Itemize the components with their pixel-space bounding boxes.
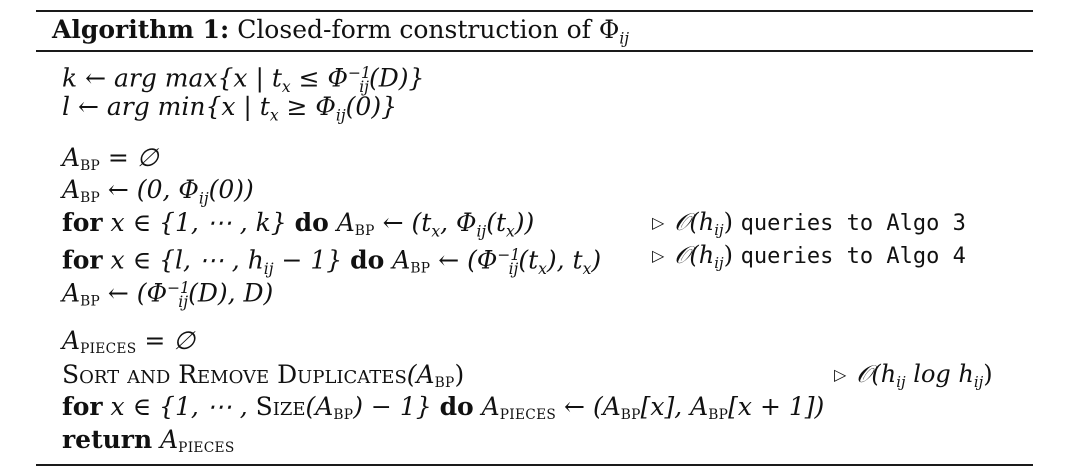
algo-line-2 [62,91,397,131]
l5-sub-x2: x [506,222,515,241]
l10-d: ) − 1} [353,392,440,421]
l7-b: ← (Φ [99,278,168,308]
l5-a: x ∈ {1, ⋯ , k} [102,208,295,237]
l6-sub-ij2: ij [508,259,519,278]
l6-h: (t [518,245,539,275]
l10-sc1: BP [333,407,354,424]
l10-f: ← (A [556,392,621,421]
l3-a: A [62,143,81,172]
c9-a: 𝒪(h [856,360,897,388]
l6-j: ), t [546,245,583,275]
l1-sub-ij: ij [359,77,369,96]
l7-a: A [62,278,81,308]
c9-c: log h [905,360,974,388]
c6-text: queries to Algo 4 [740,244,966,269]
l6-do-keyword: do [350,245,385,275]
l7-e: (D), D) [188,278,274,308]
l6-a: x ∈ {l, ⋯ , h [102,245,264,275]
l6-sub-x1: x [538,259,547,278]
line-6-comment [652,240,966,279]
c9-e: ) [983,360,993,388]
comment-triangle-icon: ▷ [652,213,665,232]
l7-sc: BP [80,293,100,310]
l7-sub-ij: ij [178,292,189,311]
caption-rule [36,50,1033,52]
l10-g: [x], A [640,392,709,421]
l2-sub-x: x [269,106,279,125]
l8-b: = ∅ [136,326,196,355]
l11-a: A [152,425,179,454]
l5-b: A [328,208,355,237]
l2-a: l ← arg min{x | t [62,92,270,121]
c5-sub: ij [714,221,724,240]
l4-sub-ij: ij [198,189,209,208]
l10-sc2: PIECES [499,407,557,424]
l6-sub-ij1: ij [263,259,274,278]
l5-do-keyword: do [294,208,329,237]
algo-line-7 [62,273,273,318]
l6-e: ← (Φ [430,245,498,275]
comment-triangle-icon: ▷ [652,246,665,265]
c6-sub: ij [714,254,724,273]
line-9-comment [834,359,993,398]
l1-c: ≤ Φ [290,63,348,93]
l10-do-keyword: do [439,392,474,421]
l9-procedure-name: Sort and Remove Duplicates [62,360,407,389]
l7-sup-inv: −1 [167,279,190,297]
l2-f: (0)} [345,92,397,121]
l1-sup-inv: −1 [347,64,371,82]
l4-a: A [62,175,81,204]
l9-sc: BP [434,375,455,392]
l10-sc4: BP [708,407,729,424]
l8-a: A [62,326,81,355]
l3-sc: BP [80,158,100,175]
l6-for-keyword: for [62,245,103,275]
l5-sub-x1: x [431,222,441,241]
l8-sc: PIECES [80,341,137,358]
l10-c: (A [305,392,334,421]
l2-sub-ij: ij [335,106,346,125]
algorithm-caption [52,14,629,54]
l5-g: (t [486,208,507,237]
l5-sub-ij: ij [476,222,487,241]
l6-c: − 1} [273,245,351,275]
algorithm-title: Closed-form construction of Φ [237,15,620,44]
c5-c: ) [723,208,741,236]
l10-e: A [473,392,500,421]
l4-sc: BP [80,190,100,207]
l5-for-keyword: for [62,208,103,237]
l10-for-keyword: for [62,392,103,421]
top-rule [36,10,1033,12]
c6-c: ) [723,241,741,269]
c9-sub2: ij [973,373,984,392]
c5-a: 𝒪(h [674,208,715,236]
l4-f: (0)) [208,175,254,204]
l5-i: )) [514,208,535,237]
l5-e: , Φ [440,208,477,237]
l6-sc: BP [410,260,431,277]
l6-sup-inv: −1 [497,246,521,264]
l6-l: ) [591,245,602,275]
c6-a: 𝒪(h [674,241,715,269]
l5-c: ← (t [374,208,432,237]
l10-a: x ∈ {1, ⋯ , [102,392,256,421]
l1-a: k ← arg max{x | t [62,63,282,93]
comment-triangle-icon: ▷ [834,365,847,384]
algorithm-label: Algorithm 1: [52,15,230,44]
l6-sub-x2: x [582,259,592,278]
l10-sc3: BP [620,407,641,424]
l9-c: ) [454,360,465,389]
l11-sc: PIECES [178,440,235,457]
l4-b: ← (0, Φ [99,175,199,204]
algo-line-11 [62,424,235,464]
c5-text: queries to Algo 3 [740,211,966,236]
algorithm-title-subscript: ij [619,29,630,48]
l3-b: = ∅ [99,143,159,172]
l10-size-fn: Size [255,392,306,421]
bottom-rule [36,464,1033,466]
l9-b: (A [406,360,435,389]
l11-return-keyword: return [62,425,153,454]
c9-sub1: ij [896,373,906,392]
l10-h: [x + 1]) [728,392,825,421]
l1-f: (D)} [368,63,425,93]
l6-d: A [384,245,411,275]
l5-sc: BP [354,223,375,240]
l2-c: ≥ Φ [278,92,336,121]
l1-sub-x: x [281,77,291,96]
